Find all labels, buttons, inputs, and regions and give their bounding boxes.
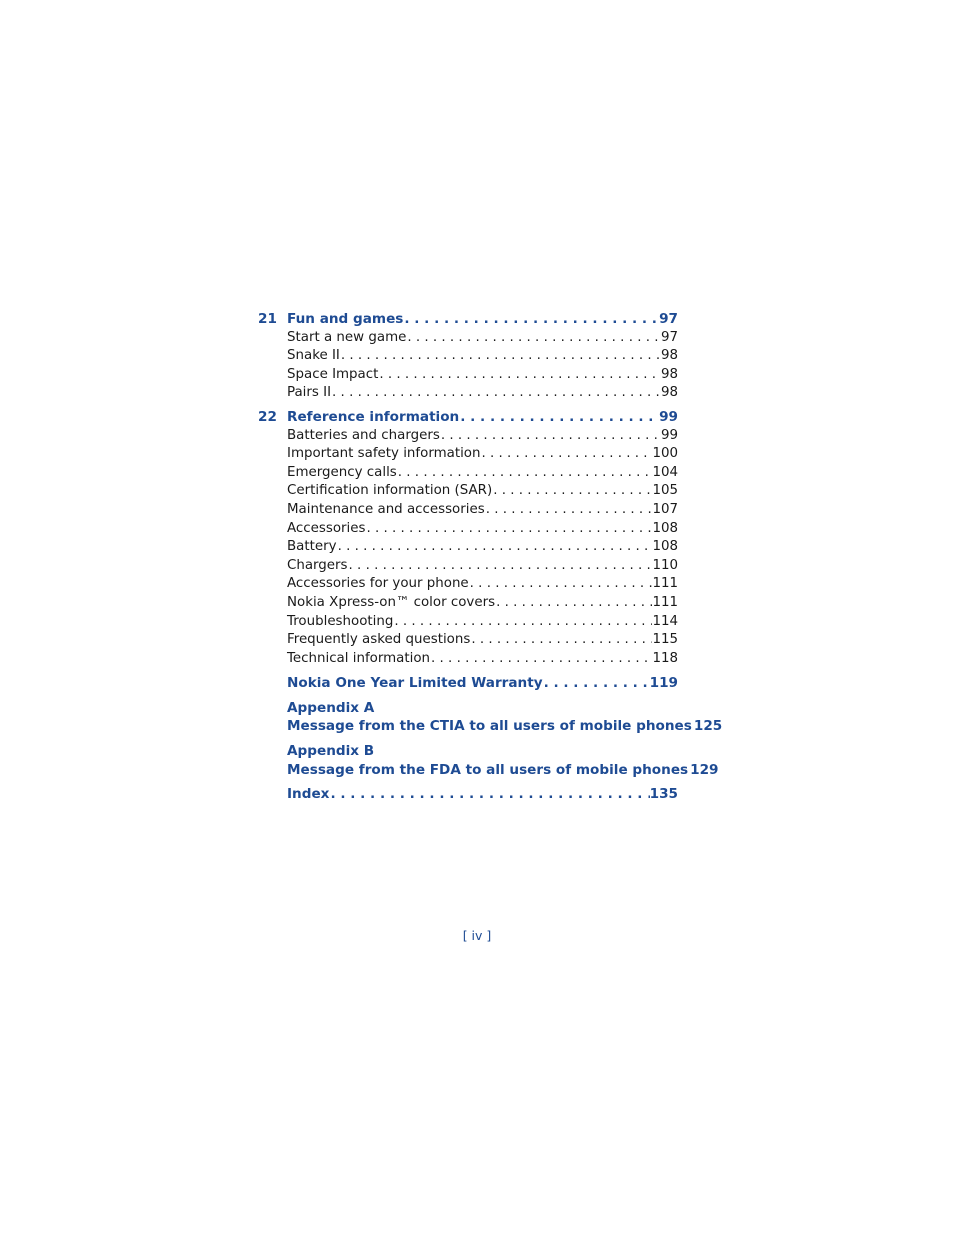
toc-appendix-a[interactable] xyxy=(258,718,723,737)
item-title: Pairs II xyxy=(287,385,332,401)
chapter-number: 21 xyxy=(258,311,277,327)
page-number: 114 xyxy=(652,613,678,629)
dot-leader xyxy=(378,367,661,382)
dot-leader xyxy=(348,558,653,573)
table-of-contents xyxy=(258,311,723,805)
toc-item[interactable] xyxy=(258,539,678,558)
toc-chapter-22[interactable] xyxy=(258,409,678,428)
item-title: Space Impact xyxy=(287,366,379,382)
toc-item[interactable] xyxy=(258,632,678,651)
item-title: Accessories xyxy=(287,520,366,536)
page-number: 98 xyxy=(660,366,678,382)
dot-leader xyxy=(365,521,652,536)
dot-leader xyxy=(430,651,652,666)
page-number: 104 xyxy=(652,464,678,480)
page-number: 115 xyxy=(652,632,678,648)
dot-leader xyxy=(481,446,653,461)
dot-leader xyxy=(543,675,650,691)
page-number: 100 xyxy=(652,446,678,462)
page-number: 98 xyxy=(660,385,678,401)
toc-appendix-b[interactable] xyxy=(258,761,719,781)
page-number: 99 xyxy=(659,408,678,425)
page-number: 110 xyxy=(652,557,678,573)
toc-item[interactable] xyxy=(258,483,678,502)
dot-leader xyxy=(495,595,652,610)
section-title: Nokia One Year Limited Warranty xyxy=(287,675,543,692)
page-number: 129 xyxy=(690,761,719,778)
page-number: 99 xyxy=(660,427,678,443)
toc-item[interactable] xyxy=(258,595,678,614)
dot-leader xyxy=(470,632,652,647)
dot-leader xyxy=(459,409,659,425)
dot-leader xyxy=(329,786,649,802)
page-number: 108 xyxy=(652,520,678,536)
item-title: Maintenance and accessories xyxy=(287,501,485,517)
page-number: 118 xyxy=(652,650,678,666)
item-title: Emergency calls xyxy=(287,464,397,480)
item-title: Important safety information xyxy=(287,446,481,462)
dot-leader xyxy=(397,465,653,480)
dot-leader xyxy=(340,348,661,363)
page-number: 111 xyxy=(652,576,678,592)
page-number: 97 xyxy=(659,311,678,327)
toc-item[interactable] xyxy=(258,367,678,386)
toc-warranty[interactable] xyxy=(258,675,678,694)
page-number: 105 xyxy=(652,483,678,499)
chapter-number: 22 xyxy=(258,408,277,425)
chapter-title: Reference information xyxy=(287,408,460,425)
item-title: Battery xyxy=(287,539,337,555)
toc-item[interactable] xyxy=(258,614,678,633)
dot-leader xyxy=(492,483,652,498)
dot-leader xyxy=(403,311,659,327)
page-footer-number: [ iv ] xyxy=(462,928,492,943)
toc-item[interactable] xyxy=(258,576,678,595)
dot-leader xyxy=(440,428,661,443)
toc-chapter-21[interactable] xyxy=(258,311,678,330)
toc-item[interactable] xyxy=(258,465,678,484)
item-title: Certification information (SAR) xyxy=(287,483,493,499)
toc-item[interactable] xyxy=(258,558,678,577)
item-title: Troubleshooting xyxy=(287,613,394,629)
page-number: 111 xyxy=(652,594,678,610)
toc-item[interactable] xyxy=(258,502,678,521)
appendix-b-heading: Appendix B xyxy=(287,743,375,760)
dot-leader xyxy=(406,330,661,345)
toc-item[interactable] xyxy=(258,651,678,670)
page-number: 125 xyxy=(693,718,723,735)
section-title: Index xyxy=(287,786,330,803)
appendix-a-heading: Appendix A xyxy=(287,699,375,716)
item-title: Accessories for your phone xyxy=(287,576,469,592)
page-number: 107 xyxy=(652,501,678,517)
item-title: Start a new game xyxy=(287,329,407,345)
dot-leader xyxy=(393,614,652,629)
toc-item[interactable] xyxy=(258,385,678,404)
page-number: 108 xyxy=(652,539,678,555)
page-number: 98 xyxy=(660,348,678,364)
dot-leader xyxy=(331,385,661,400)
toc-item[interactable] xyxy=(258,330,678,349)
toc-index[interactable] xyxy=(258,786,678,805)
dot-leader xyxy=(469,576,653,591)
chapter-title: Fun and games xyxy=(287,311,404,327)
item-title: Nokia Xpress-on™ color covers xyxy=(287,594,496,610)
toc-item[interactable] xyxy=(258,348,678,367)
toc-item[interactable] xyxy=(258,446,678,465)
item-title: Frequently asked questions xyxy=(287,632,471,648)
page-number: 135 xyxy=(649,786,678,803)
page-number: 119 xyxy=(649,675,678,692)
section-title: Message from the CTIA to all users of mobile phones xyxy=(287,718,692,735)
item-title: Snake II xyxy=(287,348,340,364)
item-title: Chargers xyxy=(287,557,348,573)
toc-item[interactable] xyxy=(258,521,678,540)
page-number: 97 xyxy=(660,329,678,345)
toc-item[interactable] xyxy=(258,428,678,447)
item-title: Technical information xyxy=(287,650,431,666)
dot-leader xyxy=(485,502,653,517)
item-title: Batteries and chargers xyxy=(287,427,440,443)
dot-leader xyxy=(337,539,653,554)
section-title: Message from the FDA to all users of mobile phones xyxy=(287,761,689,778)
